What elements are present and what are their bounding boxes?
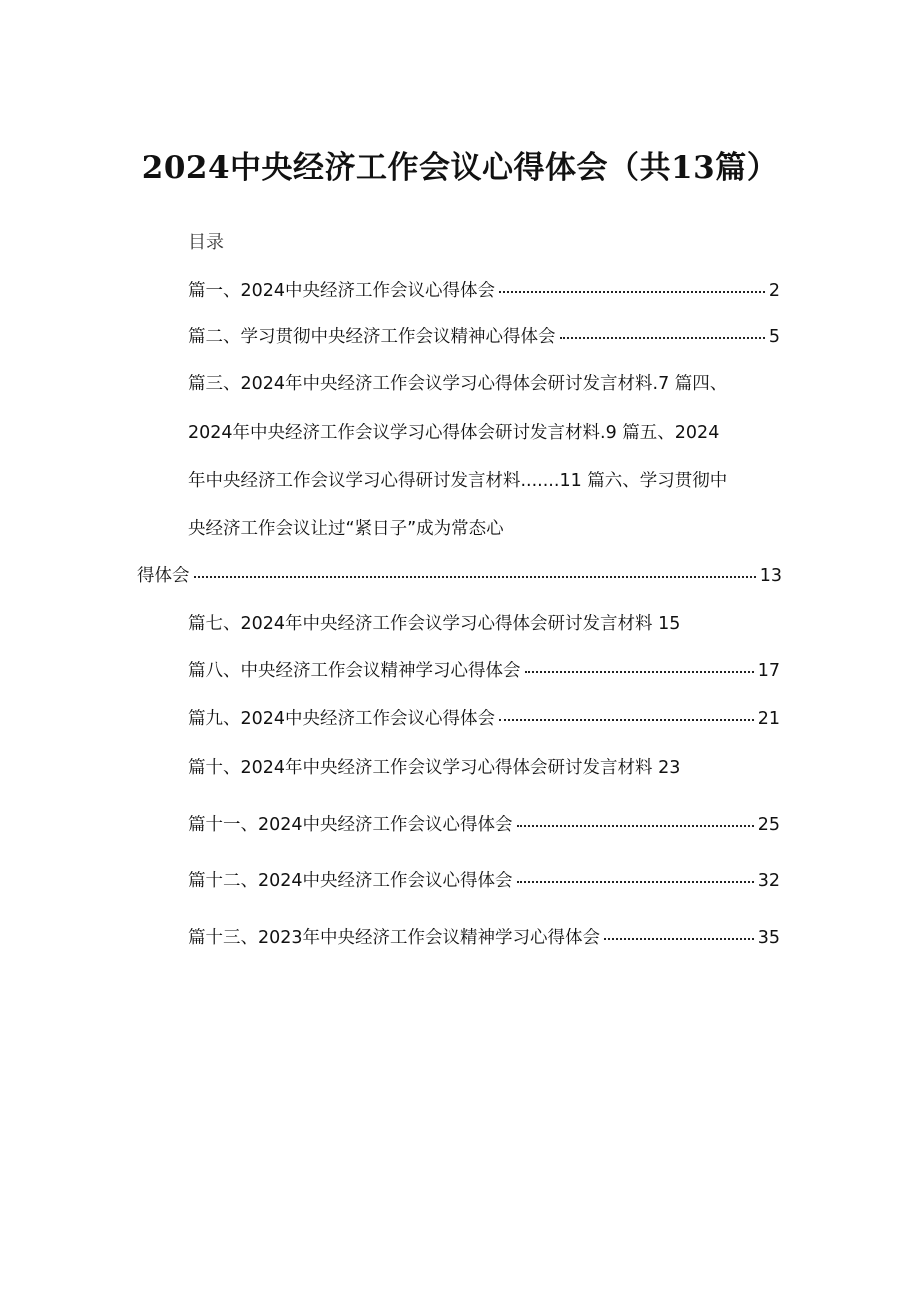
toc-entry-2[interactable] [188,325,780,349]
toc-merged-line-1[interactable]: 篇三、2024年中央经济工作会议学习心得体会研讨发言材料.7 篇四、 [188,374,728,394]
toc-merged-line-3[interactable]: 年中央经济工作会议学习心得研讨发言材料.......11 篇六、学习贯彻中 [188,471,728,491]
leader-dots [604,938,754,940]
toc-entry-9[interactable] [188,707,780,731]
leader-dots [499,291,765,293]
toc-entry-page: 21 [757,709,780,729]
leader-dots [194,576,756,578]
leader-dots [517,881,754,883]
toc-entry-page: 2 [768,281,780,301]
toc-entry-text: 得体会 [137,566,190,586]
toc-entry-text: 篇十二、2024中央经济工作会议心得体会 [188,871,513,891]
toc-entry-text: 篇九、2024中央经济工作会议心得体会 [188,709,496,729]
leader-dots [525,671,754,673]
toc-entry-8[interactable] [188,659,780,683]
toc-entry-7[interactable]: 篇七、2024年中央经济工作会议学习心得体会研讨发言材料 15 [188,614,681,634]
toc-entry-page: 25 [757,815,780,835]
toc-entry-11[interactable] [188,813,780,837]
toc-entry-text: 篇二、学习贯彻中央经济工作会议精神心得体会 [188,327,556,347]
toc-entry-page: 13 [759,566,782,586]
toc-merged-line-2[interactable]: 2024年中央经济工作会议学习心得体会研讨发言材料.9 篇五、2024 [188,423,720,443]
document-title: 2024中央经济工作会议心得体会（共13篇） [141,150,779,186]
toc-merged-line-4[interactable]: 央经济工作会议让过“紧日子”成为常态心 [188,519,504,539]
toc-entry-page: 5 [768,327,780,347]
toc-entry-6-continued[interactable] [137,564,782,588]
toc-entry-12[interactable] [188,869,780,893]
toc-entry-text: 篇十一、2024中央经济工作会议心得体会 [188,815,513,835]
toc-entry-page: 17 [757,661,780,681]
toc-entry-1[interactable] [188,279,780,303]
toc-heading: 目录 [188,232,224,253]
toc-entry-page: 32 [757,871,780,891]
toc-entry-text: 篇八、中央经济工作会议精神学习心得体会 [188,661,521,681]
toc-entry-10[interactable]: 篇十、2024年中央经济工作会议学习心得体会研讨发言材料 23 [188,758,681,778]
toc-entry-13[interactable] [188,926,780,950]
toc-entry-text: 篇一、2024中央经济工作会议心得体会 [188,281,496,301]
leader-dots [517,825,754,827]
toc-entry-text: 篇十三、2023年中央经济工作会议精神学习心得体会 [188,928,601,948]
leader-dots [560,337,765,339]
leader-dots [499,719,754,721]
toc-entry-page: 35 [757,928,780,948]
